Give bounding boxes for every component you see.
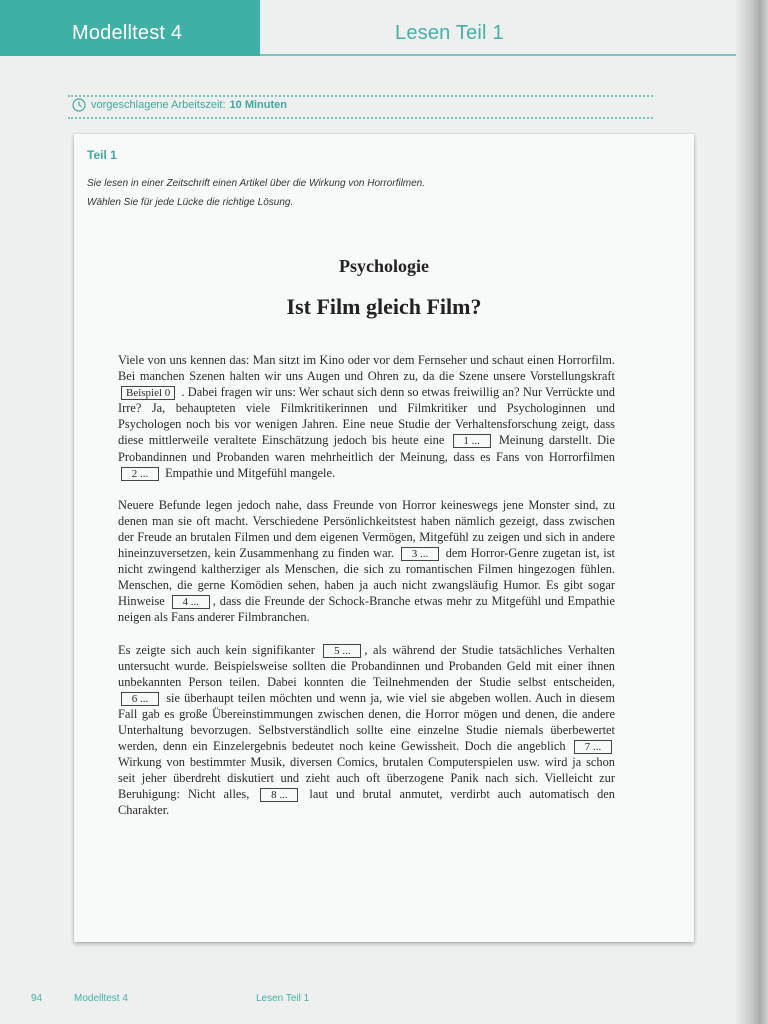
time-value: 10 Minuten xyxy=(229,99,287,111)
gap-8[interactable]: 8 ... xyxy=(260,788,298,802)
task-label: Teil 1 xyxy=(87,148,117,162)
text-segment: Es zeigte sich auch kein signifikanter xyxy=(118,642,315,657)
text-segment: dem Horror-Genre zugetan ist, ist nicht zwingend kaltherziger als Menschen, die sich zu romantischen Filmen hingezogen fühlen. Menschen, die gerne Komödien sehen, haben ja auch nicht zwangsläufig Humor. Es gibt sogar Hinweise xyxy=(118,546,615,609)
paragraph-1 xyxy=(118,352,615,481)
text-segment: . Dabei fragen wir uns: Wer schaut sich denn so etwas freiwillig an? Nur Verrückte und Irre? Ja, behaupteten viele Filmkritikerinnen und Filmkritiker und Psychologinnen und Psychologen noch bis vor wenigen Jahren. Eine neue Studie der Verhaltensforschung zeigt, dass diese mittlerweile veraltete Einschätzung jedoch bis heute eine xyxy=(118,385,615,448)
dotted-divider-bottom xyxy=(68,117,653,119)
footer-right-title: Lesen Teil 1 xyxy=(256,993,310,1004)
text-segment: Empathie und Mitgefühl mangele. xyxy=(165,465,336,480)
header-tab xyxy=(0,0,260,56)
text-segment: , als während der Studie tatsächliches Verhalten untersucht wurde. Beispielsweise sollten die Probandinnen und Probanden Geld mit einer ihnen unbekannten Person teilen. Dabei konnten die Teilnehmenden der Studie selbst entscheiden, xyxy=(118,642,615,689)
page-number: 94 xyxy=(31,993,43,1004)
gap-4[interactable]: 4 ... xyxy=(172,595,210,609)
header-right-title: Lesen Teil 1 xyxy=(395,22,504,44)
time-hint xyxy=(72,98,287,112)
text-segment: Meinung darstellt. Die Probandinnen und Probanden waren mehrheitlich der Meinung, dass es Fans von Horrorfilmen xyxy=(118,433,615,464)
header-left-title: Modelltest 4 xyxy=(72,22,183,44)
paragraph-2 xyxy=(118,497,615,626)
page-header xyxy=(0,0,736,58)
task-card xyxy=(74,134,694,942)
clock-icon xyxy=(72,98,86,112)
gap-3[interactable]: 3 ... xyxy=(401,547,439,561)
article-title: Ist Film gleich Film? xyxy=(286,294,482,319)
gap-7[interactable]: 7 ... xyxy=(574,740,612,754)
article-body xyxy=(118,352,615,835)
task-instruction-1: Sie lesen in einer Zeitschrift einen Artikel über die Wirkung von Horrorfilmen. xyxy=(87,178,426,189)
gap-example: Beispiel 0 xyxy=(121,386,175,400)
text-segment: Neuere Befunde legen jedoch nahe, dass Freunde von Horror keineswegs jene Monster sind, zu denen man sie oft macht. Verschiedene Persönlichkeitstest haben nämlich gezeigt, dass zwischen der Freude an brutalen Filmen und dem eigenen Vermögen, Mitgefühl zu zeigen und sich in andere hineinzuversetzen, kein Zusammenhang zu finden war. xyxy=(118,497,615,561)
article-subject: Psychologie xyxy=(339,256,429,276)
text-segment: laut und brutal anmutet, verdirbt auch automatisch den Charakter. xyxy=(118,787,615,818)
text-segment: Viele von uns kennen das: Man sitzt im Kino oder vor dem Fernseher und schaut einen Horrorfilm. Bei manchen Szenen halten wir uns Augen und Ohren zu, da die Szene unsere Vorstellungskraft xyxy=(118,353,615,384)
text-segment: sie überhaupt teilen möchten und wenn ja, wie viel sie abgeben wollen. Auch in diesem Fall gab es große Übereinstimmungen zwischen denen, die Horror mögen und denen, die andere Unterhaltung bevorzugen. Selbstverständlich sollte eine einzelne Studie niemals überbewertet werden, denn ein Einzelergebnis bedeutet noch keine Gewissheit. Doch die angeblich xyxy=(118,690,615,754)
gap-6[interactable]: 6 ... xyxy=(121,692,159,706)
task-instruction-2: Wählen Sie für jede Lücke die richtige Lösung. xyxy=(87,197,294,208)
gap-2[interactable]: 2 ... xyxy=(121,467,159,481)
footer-left-title: Modelltest 4 xyxy=(74,993,128,1004)
header-divider xyxy=(260,54,736,56)
time-label: vorgeschlagene Arbeitszeit: xyxy=(91,99,226,111)
text-segment: , dass die Freunde der Schock-Branche etwas mehr zu Mitgefühl und Empathie neigen als Fans anderer Filmbranchen. xyxy=(118,594,615,625)
dotted-divider-top xyxy=(68,95,653,97)
gap-1[interactable]: 1 ... xyxy=(453,434,491,448)
gap-5[interactable]: 5 ... xyxy=(323,644,361,658)
text-segment: Wirkung von bestimmter Musik, diversen Comics, brutalen Computerspielen usw. wird ja schon seit jeher überdreht diskutiert und zieht auch oft überzogene Panik nach sich. Vielleicht zur Beruhigung: Nicht alles, xyxy=(118,755,615,802)
paragraph-3 xyxy=(118,642,615,819)
page-gutter-shadow xyxy=(736,0,768,1024)
